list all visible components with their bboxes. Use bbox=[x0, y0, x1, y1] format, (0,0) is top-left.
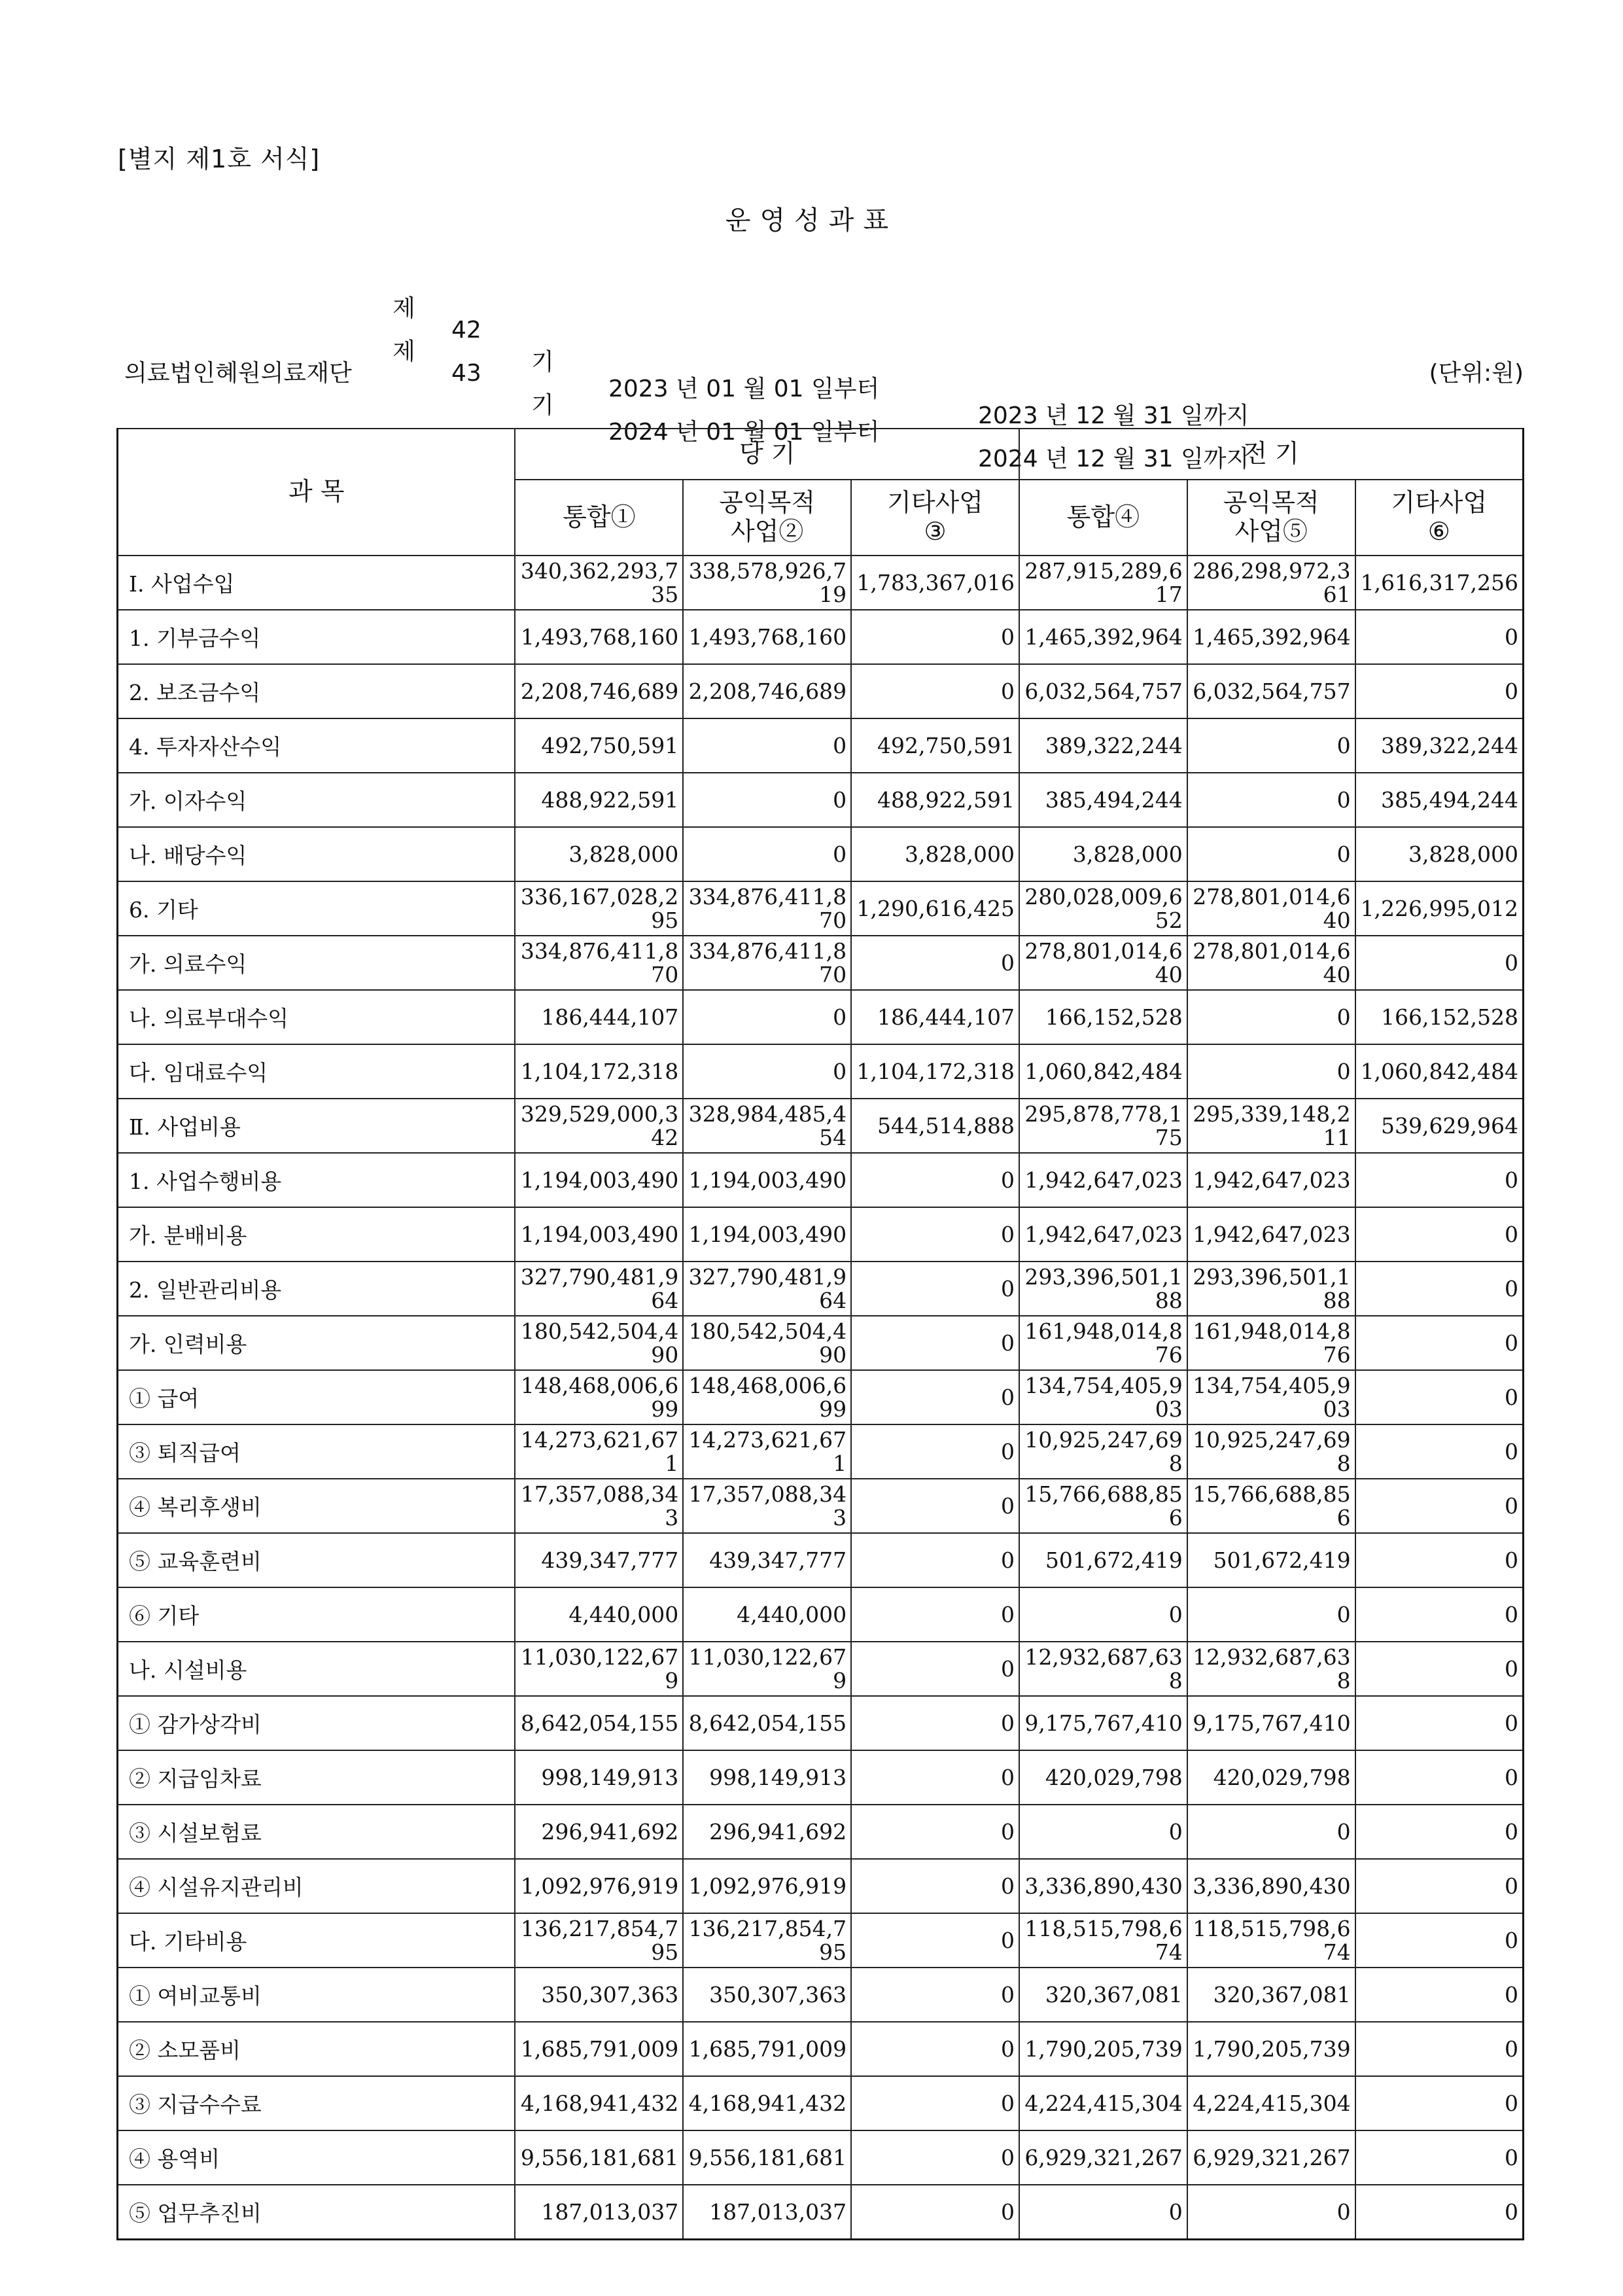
amount-cell: 0 bbox=[683, 1044, 851, 1099]
amount-cell: 148,468,006,699 bbox=[683, 1370, 851, 1424]
table-row bbox=[118, 1533, 1524, 1587]
amount-cell: 0 bbox=[1355, 1805, 1524, 1859]
amount-cell: 14,273,621,671 bbox=[515, 1424, 683, 1479]
account-name: ③ 퇴직급여 bbox=[118, 1424, 515, 1479]
amount-cell: 187,013,037 bbox=[683, 2185, 851, 2240]
period-1-gi: 기 bbox=[531, 349, 554, 376]
amount-cell: 186,444,107 bbox=[851, 990, 1019, 1044]
amount-cell: 336,167,028,295 bbox=[515, 881, 683, 936]
table-row bbox=[118, 2130, 1524, 2185]
account-name: 2. 일반관리비용 bbox=[118, 1262, 515, 1316]
amount-cell: 0 bbox=[1355, 1587, 1524, 1642]
account-name: 가. 이자수익 bbox=[118, 773, 515, 827]
amount-cell: 420,029,798 bbox=[1019, 1750, 1187, 1805]
amount-cell: 1,790,205,739 bbox=[1187, 2022, 1355, 2076]
period-2-num: 43 bbox=[451, 360, 481, 387]
amount-cell: 0 bbox=[851, 1913, 1019, 1968]
amount-cell: 334,876,411,870 bbox=[683, 881, 851, 936]
amount-cell: 4,224,415,304 bbox=[1187, 2076, 1355, 2130]
amount-cell: 3,828,000 bbox=[851, 827, 1019, 881]
table-row bbox=[118, 1479, 1524, 1533]
amount-cell: 1,465,392,964 bbox=[1187, 610, 1355, 664]
amount-cell: 286,298,972,361 bbox=[1187, 556, 1355, 610]
table-row bbox=[118, 1696, 1524, 1750]
amount-cell: 293,396,501,188 bbox=[1187, 1262, 1355, 1316]
amount-cell: 0 bbox=[1187, 827, 1355, 881]
period-2-je: 제 bbox=[393, 338, 415, 365]
table-row bbox=[118, 1859, 1524, 1913]
amount-cell: 278,801,014,640 bbox=[1187, 881, 1355, 936]
account-name: 다. 임대료수익 bbox=[118, 1044, 515, 1099]
amount-cell: 0 bbox=[683, 827, 851, 881]
account-name: ⑤ 교육훈련비 bbox=[118, 1533, 515, 1587]
amount-cell: 420,029,798 bbox=[1187, 1750, 1355, 1805]
amount-cell: 1,060,842,484 bbox=[1355, 1044, 1524, 1099]
period-2-gi: 기 bbox=[531, 392, 554, 419]
amount-cell: 0 bbox=[1355, 610, 1524, 664]
account-name: ① 여비교통비 bbox=[118, 1968, 515, 2022]
account-name: 1. 사업수행비용 bbox=[118, 1153, 515, 1207]
amount-cell: 293,396,501,188 bbox=[1019, 1262, 1187, 1316]
amount-cell: 488,922,591 bbox=[851, 773, 1019, 827]
amount-cell: 278,801,014,640 bbox=[1187, 936, 1355, 990]
table-row bbox=[118, 718, 1524, 773]
amount-cell: 287,915,289,617 bbox=[1019, 556, 1187, 610]
amount-cell: 0 bbox=[1355, 1479, 1524, 1533]
amount-cell: 0 bbox=[683, 773, 851, 827]
amount-cell: 4,168,941,432 bbox=[515, 2076, 683, 2130]
table-row bbox=[118, 1153, 1524, 1207]
amount-cell: 180,542,504,490 bbox=[683, 1316, 851, 1370]
amount-cell: 1,060,842,484 bbox=[1019, 1044, 1187, 1099]
table-row bbox=[118, 1044, 1524, 1099]
amount-cell: 0 bbox=[851, 2130, 1019, 2185]
amount-cell: 1,942,647,023 bbox=[1019, 1207, 1187, 1262]
amount-cell: 0 bbox=[1355, 1968, 1524, 2022]
amount-cell: 15,766,688,856 bbox=[1187, 1479, 1355, 1533]
amount-cell: 334,876,411,870 bbox=[515, 936, 683, 990]
account-name: 1. 기부금수익 bbox=[118, 610, 515, 664]
amount-cell: 1,790,205,739 bbox=[1019, 2022, 1187, 2076]
table-row bbox=[118, 1424, 1524, 1479]
amount-cell: 4,440,000 bbox=[683, 1587, 851, 1642]
account-name: 4. 투자자산수익 bbox=[118, 718, 515, 773]
amount-cell: 280,028,009,652 bbox=[1019, 881, 1187, 936]
amount-cell: 1,092,976,919 bbox=[683, 1859, 851, 1913]
amount-cell: 439,347,777 bbox=[515, 1533, 683, 1587]
amount-cell: 0 bbox=[851, 1587, 1019, 1642]
amount-cell: 6,929,321,267 bbox=[1019, 2130, 1187, 2185]
amount-cell: 1,194,003,490 bbox=[683, 1207, 851, 1262]
account-name: ⑥ 기타 bbox=[118, 1587, 515, 1642]
amount-cell: 278,801,014,640 bbox=[1019, 936, 1187, 990]
document-title: 운영성과표 bbox=[725, 205, 898, 236]
period-1-je: 제 bbox=[393, 295, 415, 322]
amount-cell: 148,468,006,699 bbox=[515, 1370, 683, 1424]
amount-cell: 1,942,647,023 bbox=[1187, 1207, 1355, 1262]
amount-cell: 9,556,181,681 bbox=[683, 2130, 851, 2185]
amount-cell: 1,104,172,318 bbox=[515, 1044, 683, 1099]
amount-cell: 11,030,122,679 bbox=[683, 1642, 851, 1696]
amount-cell: 0 bbox=[1355, 1533, 1524, 1587]
amount-cell: 0 bbox=[1187, 2185, 1355, 2240]
amount-cell: 0 bbox=[851, 1153, 1019, 1207]
amount-cell: 488,922,591 bbox=[515, 773, 683, 827]
amount-cell: 0 bbox=[1355, 1316, 1524, 1370]
amount-cell: 320,367,081 bbox=[1187, 1968, 1355, 2022]
amount-cell: 1,290,616,425 bbox=[851, 881, 1019, 936]
amount-cell: 1,194,003,490 bbox=[683, 1153, 851, 1207]
table-row bbox=[118, 1262, 1524, 1316]
amount-cell: 0 bbox=[851, 1370, 1019, 1424]
amount-cell: 329,529,000,342 bbox=[515, 1099, 683, 1153]
account-name: ③ 시설보험료 bbox=[118, 1805, 515, 1859]
amount-cell: 0 bbox=[1187, 718, 1355, 773]
amount-cell: 17,357,088,343 bbox=[515, 1479, 683, 1533]
account-name: 가. 인력비용 bbox=[118, 1316, 515, 1370]
account-name: 나. 배당수익 bbox=[118, 827, 515, 881]
amount-cell: 0 bbox=[1355, 2185, 1524, 2240]
amount-cell: 0 bbox=[851, 1805, 1019, 1859]
period-2-from: 2024 년 01 월 01 일부터 bbox=[608, 419, 880, 446]
amount-cell: 4,440,000 bbox=[515, 1587, 683, 1642]
amount-cell: 1,942,647,023 bbox=[1019, 1153, 1187, 1207]
account-name: ⑤ 업무추진비 bbox=[118, 2185, 515, 2240]
amount-cell: 0 bbox=[1355, 1696, 1524, 1750]
amount-cell: 161,948,014,876 bbox=[1019, 1316, 1187, 1370]
amount-cell: 0 bbox=[851, 1262, 1019, 1316]
amount-cell: 0 bbox=[1355, 1207, 1524, 1262]
amount-cell: 0 bbox=[1355, 1913, 1524, 1968]
account-name: ① 급여 bbox=[118, 1370, 515, 1424]
subheader-other-prior: 기타사업 ⑥ bbox=[1355, 480, 1524, 556]
account-name: Ⅱ. 사업비용 bbox=[118, 1099, 515, 1153]
amount-cell: 0 bbox=[851, 2076, 1019, 2130]
amount-cell: 0 bbox=[683, 990, 851, 1044]
amount-cell: 320,367,081 bbox=[1019, 1968, 1187, 2022]
table-row bbox=[118, 881, 1524, 936]
table-row bbox=[118, 1968, 1524, 2022]
amount-cell: 161,948,014,876 bbox=[1187, 1316, 1355, 1370]
account-name: ② 지급임차료 bbox=[118, 1750, 515, 1805]
amount-cell: 492,750,591 bbox=[851, 718, 1019, 773]
amount-cell: 1,493,768,160 bbox=[683, 610, 851, 664]
amount-cell: 389,322,244 bbox=[1019, 718, 1187, 773]
amount-cell: 134,754,405,903 bbox=[1019, 1370, 1187, 1424]
account-name: ④ 용역비 bbox=[118, 2130, 515, 2185]
amount-cell: 14,273,621,671 bbox=[683, 1424, 851, 1479]
amount-cell: 0 bbox=[1355, 1153, 1524, 1207]
amount-cell: 4,224,415,304 bbox=[1019, 2076, 1187, 2130]
operating-results-table bbox=[116, 428, 1524, 2240]
table-row bbox=[118, 1642, 1524, 1696]
amount-cell: 295,878,778,175 bbox=[1019, 1099, 1187, 1153]
amount-cell: 998,149,913 bbox=[683, 1750, 851, 1805]
amount-cell: 0 bbox=[1019, 1587, 1187, 1642]
amount-cell: 0 bbox=[851, 1479, 1019, 1533]
amount-cell: 1,092,976,919 bbox=[515, 1859, 683, 1913]
amount-cell: 0 bbox=[1355, 2022, 1524, 2076]
amount-cell: 501,672,419 bbox=[1019, 1533, 1187, 1587]
account-name: ④ 복리후생비 bbox=[118, 1479, 515, 1533]
amount-cell: 10,925,247,698 bbox=[1187, 1424, 1355, 1479]
account-name: 가. 분배비용 bbox=[118, 1207, 515, 1262]
amount-cell: 0 bbox=[1187, 773, 1355, 827]
account-name: 가. 의료수익 bbox=[118, 936, 515, 990]
table-row bbox=[118, 2022, 1524, 2076]
account-name: ③ 지급수수료 bbox=[118, 2076, 515, 2130]
amount-cell: 0 bbox=[1187, 1044, 1355, 1099]
amount-cell: 136,217,854,795 bbox=[683, 1913, 851, 1968]
amount-cell: 1,616,317,256 bbox=[1355, 556, 1524, 610]
account-name: ④ 시설유지관리비 bbox=[118, 1859, 515, 1913]
subheader-total-prior: 통합④ bbox=[1019, 480, 1187, 556]
amount-cell: 0 bbox=[1187, 1587, 1355, 1642]
amount-cell: 328,984,485,454 bbox=[683, 1099, 851, 1153]
period-1-from: 2023 년 01 월 01 일부터 bbox=[608, 376, 880, 402]
period-1-to: 2023 년 12 월 31 일까지 bbox=[978, 402, 1249, 429]
amount-cell: 0 bbox=[851, 610, 1019, 664]
table-row bbox=[118, 610, 1524, 664]
amount-cell: 136,217,854,795 bbox=[515, 1913, 683, 1968]
amount-cell: 0 bbox=[1355, 2130, 1524, 2185]
amount-cell: 0 bbox=[1355, 664, 1524, 718]
amount-cell: 0 bbox=[1019, 1805, 1187, 1859]
table-row bbox=[118, 936, 1524, 990]
amount-cell: 0 bbox=[1355, 1750, 1524, 1805]
amount-cell: 134,754,405,903 bbox=[1187, 1370, 1355, 1424]
amount-cell: 492,750,591 bbox=[515, 718, 683, 773]
amount-cell: 327,790,481,964 bbox=[515, 1262, 683, 1316]
amount-cell: 118,515,798,674 bbox=[1187, 1913, 1355, 1968]
amount-cell: 0 bbox=[851, 936, 1019, 990]
table-row bbox=[118, 1370, 1524, 1424]
amount-cell: 0 bbox=[1355, 1642, 1524, 1696]
amount-cell: 385,494,244 bbox=[1019, 773, 1187, 827]
amount-cell: 10,925,247,698 bbox=[1019, 1424, 1187, 1479]
amount-cell: 3,336,890,430 bbox=[1187, 1859, 1355, 1913]
amount-cell: 0 bbox=[851, 1859, 1019, 1913]
amount-cell: 17,357,088,343 bbox=[683, 1479, 851, 1533]
amount-cell: 340,362,293,735 bbox=[515, 556, 683, 610]
subheader-other-current: 기타사업 ③ bbox=[851, 480, 1019, 556]
amount-cell: 539,629,964 bbox=[1355, 1099, 1524, 1153]
amount-cell: 0 bbox=[851, 1750, 1019, 1805]
amount-cell: 0 bbox=[683, 718, 851, 773]
amount-cell: 180,542,504,490 bbox=[515, 1316, 683, 1370]
amount-cell: 0 bbox=[1355, 1370, 1524, 1424]
amount-cell: 0 bbox=[851, 1424, 1019, 1479]
subheader-public-prior: 공익목적 사업⑤ bbox=[1187, 480, 1355, 556]
table-body bbox=[118, 556, 1524, 2240]
amount-cell: 1,465,392,964 bbox=[1019, 610, 1187, 664]
amount-cell: 4,168,941,432 bbox=[683, 2076, 851, 2130]
amount-cell: 166,152,528 bbox=[1019, 990, 1187, 1044]
amount-cell: 9,175,767,410 bbox=[1187, 1696, 1355, 1750]
amount-cell: 544,514,888 bbox=[851, 1099, 1019, 1153]
amount-cell: 1,942,647,023 bbox=[1187, 1153, 1355, 1207]
amount-cell: 0 bbox=[851, 1968, 1019, 2022]
amount-cell: 9,556,181,681 bbox=[515, 2130, 683, 2185]
amount-cell: 1,194,003,490 bbox=[515, 1207, 683, 1262]
table-row bbox=[118, 1587, 1524, 1642]
amount-cell: 998,149,913 bbox=[515, 1750, 683, 1805]
header-prior-period: 전 기 bbox=[1019, 429, 1524, 480]
amount-cell: 8,642,054,155 bbox=[515, 1696, 683, 1750]
amount-cell: 187,013,037 bbox=[515, 2185, 683, 2240]
amount-cell: 350,307,363 bbox=[683, 1968, 851, 2022]
amount-cell: 0 bbox=[1355, 1859, 1524, 1913]
table-row bbox=[118, 1913, 1524, 1968]
form-label: [별지 제1호 서식] bbox=[118, 145, 321, 173]
table-row bbox=[118, 773, 1524, 827]
table-row bbox=[118, 990, 1524, 1044]
amount-cell: 12,932,687,638 bbox=[1019, 1642, 1187, 1696]
amount-cell: 186,444,107 bbox=[515, 990, 683, 1044]
account-name: 나. 시설비용 bbox=[118, 1642, 515, 1696]
amount-cell: 0 bbox=[1355, 1262, 1524, 1316]
amount-cell: 338,578,926,719 bbox=[683, 556, 851, 610]
amount-cell: 166,152,528 bbox=[1355, 990, 1524, 1044]
table-row bbox=[118, 1207, 1524, 1262]
period-2-to: 2024 년 12 월 31 일까지 bbox=[978, 446, 1249, 472]
amount-cell: 3,828,000 bbox=[1355, 827, 1524, 881]
amount-cell: 0 bbox=[1355, 2076, 1524, 2130]
amount-cell: 12,932,687,638 bbox=[1187, 1642, 1355, 1696]
amount-cell: 1,226,995,012 bbox=[1355, 881, 1524, 936]
account-name: 2. 보조금수익 bbox=[118, 664, 515, 718]
subheader-total-current: 통합① bbox=[515, 480, 683, 556]
amount-cell: 0 bbox=[851, 2022, 1019, 2076]
table-row bbox=[118, 1316, 1524, 1370]
account-name: ① 감가상각비 bbox=[118, 1696, 515, 1750]
account-name: 6. 기타 bbox=[118, 881, 515, 936]
amount-cell: 1,783,367,016 bbox=[851, 556, 1019, 610]
amount-cell: 0 bbox=[851, 1316, 1019, 1370]
amount-cell: 0 bbox=[851, 2185, 1019, 2240]
amount-cell: 6,032,564,757 bbox=[1187, 664, 1355, 718]
amount-cell: 334,876,411,870 bbox=[683, 936, 851, 990]
amount-cell: 296,941,692 bbox=[683, 1805, 851, 1859]
amount-cell: 0 bbox=[851, 1696, 1019, 1750]
amount-cell: 1,104,172,318 bbox=[851, 1044, 1019, 1099]
period-1-num: 42 bbox=[451, 317, 481, 344]
amount-cell: 2,208,746,689 bbox=[683, 664, 851, 718]
account-name: 다. 기타비용 bbox=[118, 1913, 515, 1968]
amount-cell: 501,672,419 bbox=[1187, 1533, 1355, 1587]
amount-cell: 15,766,688,856 bbox=[1019, 1479, 1187, 1533]
amount-cell: 439,347,777 bbox=[683, 1533, 851, 1587]
account-name: ② 소모품비 bbox=[118, 2022, 515, 2076]
table-row bbox=[118, 664, 1524, 718]
amount-cell: 8,642,054,155 bbox=[683, 1696, 851, 1750]
table-row bbox=[118, 2185, 1524, 2240]
amount-cell: 0 bbox=[1019, 2185, 1187, 2240]
amount-cell: 389,322,244 bbox=[1355, 718, 1524, 773]
amount-cell: 1,194,003,490 bbox=[515, 1153, 683, 1207]
amount-cell: 0 bbox=[851, 664, 1019, 718]
amount-cell: 11,030,122,679 bbox=[515, 1642, 683, 1696]
amount-cell: 3,828,000 bbox=[1019, 827, 1187, 881]
amount-cell: 0 bbox=[1355, 936, 1524, 990]
amount-cell: 118,515,798,674 bbox=[1019, 1913, 1187, 1968]
amount-cell: 1,493,768,160 bbox=[515, 610, 683, 664]
table-row bbox=[118, 556, 1524, 610]
amount-cell: 1,685,791,009 bbox=[683, 2022, 851, 2076]
amount-cell: 0 bbox=[1355, 1424, 1524, 1479]
amount-cell: 0 bbox=[1187, 990, 1355, 1044]
amount-cell: 2,208,746,689 bbox=[515, 664, 683, 718]
table-row bbox=[118, 1099, 1524, 1153]
header-account: 과 목 bbox=[118, 429, 515, 556]
amount-cell: 1,685,791,009 bbox=[515, 2022, 683, 2076]
header-current-period: 당 기 bbox=[515, 429, 1019, 480]
amount-cell: 0 bbox=[851, 1533, 1019, 1587]
table-row bbox=[118, 1805, 1524, 1859]
organization-name: 의료법인혜원의료재단 bbox=[124, 360, 352, 387]
amount-cell: 296,941,692 bbox=[515, 1805, 683, 1859]
amount-cell: 6,929,321,267 bbox=[1187, 2130, 1355, 2185]
table-row bbox=[118, 827, 1524, 881]
account-name: Ⅰ. 사업수입 bbox=[118, 556, 515, 610]
amount-cell: 0 bbox=[851, 1642, 1019, 1696]
unit-label: (단위:원) bbox=[1429, 360, 1524, 387]
amount-cell: 0 bbox=[851, 1207, 1019, 1262]
amount-cell: 327,790,481,964 bbox=[683, 1262, 851, 1316]
table-row bbox=[118, 2076, 1524, 2130]
amount-cell: 295,339,148,211 bbox=[1187, 1099, 1355, 1153]
subheader-public-current: 공익목적 사업② bbox=[683, 480, 851, 556]
amount-cell: 6,032,564,757 bbox=[1019, 664, 1187, 718]
amount-cell: 3,336,890,430 bbox=[1019, 1859, 1187, 1913]
amount-cell: 3,828,000 bbox=[515, 827, 683, 881]
amount-cell: 0 bbox=[1187, 1805, 1355, 1859]
table-row bbox=[118, 1750, 1524, 1805]
amount-cell: 9,175,767,410 bbox=[1019, 1696, 1187, 1750]
amount-cell: 350,307,363 bbox=[515, 1968, 683, 2022]
account-name: 나. 의료부대수익 bbox=[118, 990, 515, 1044]
amount-cell: 385,494,244 bbox=[1355, 773, 1524, 827]
